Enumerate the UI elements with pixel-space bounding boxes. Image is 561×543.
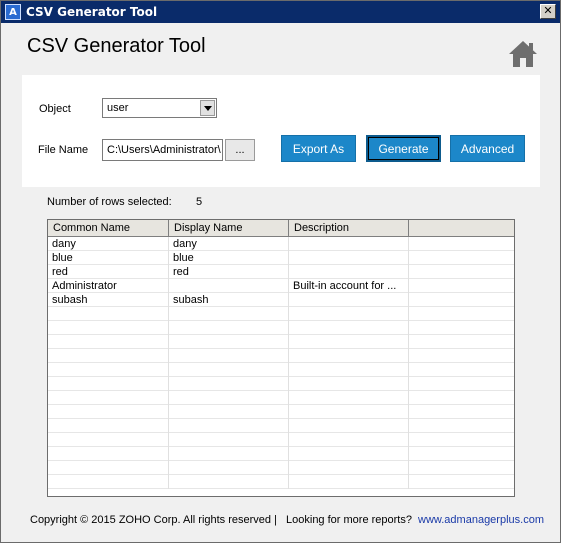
cell-common-name: Administrator <box>48 279 169 293</box>
table-row-empty <box>48 475 514 489</box>
cell-extra <box>409 279 514 293</box>
browse-button[interactable]: ... <box>225 139 255 161</box>
cell-extra <box>409 251 514 265</box>
cell-empty <box>169 461 289 475</box>
advanced-button[interactable]: Advanced <box>450 135 525 162</box>
table-row-empty <box>48 461 514 475</box>
cell-empty <box>289 377 409 391</box>
table-body <box>48 237 514 489</box>
table-header <box>48 220 514 237</box>
cell-empty <box>289 433 409 447</box>
cell-empty <box>289 419 409 433</box>
table-row-empty <box>48 419 514 433</box>
footer <box>30 514 544 526</box>
cell-empty <box>409 349 514 363</box>
file-name-input[interactable]: C:\Users\Administrator\ <box>102 139 223 161</box>
cell-common-name: blue <box>48 251 169 265</box>
cell-empty <box>48 377 169 391</box>
table-row[interactable] <box>48 279 514 293</box>
cell-empty <box>48 391 169 405</box>
file-name-label: File Name <box>38 144 89 156</box>
cell-empty <box>169 405 289 419</box>
cell-empty <box>48 447 169 461</box>
cell-display-name: red <box>169 265 289 279</box>
cell-empty <box>169 433 289 447</box>
cell-extra <box>409 293 514 307</box>
cell-common-name: subash <box>48 293 169 307</box>
cell-description: Built-in account for ... <box>289 279 409 293</box>
cell-empty <box>409 419 514 433</box>
cell-common-name: red <box>48 265 169 279</box>
main-content <box>2 23 559 542</box>
cell-empty <box>48 363 169 377</box>
table-row[interactable] <box>48 251 514 265</box>
cell-description <box>289 251 409 265</box>
cell-empty <box>48 461 169 475</box>
cell-empty <box>409 307 514 321</box>
table-row[interactable] <box>48 237 514 251</box>
table-row-empty <box>48 433 514 447</box>
cell-display-name: dany <box>169 237 289 251</box>
options-panel <box>22 75 540 187</box>
cell-empty <box>169 475 289 489</box>
object-label: Object <box>39 103 71 115</box>
cell-display-name: subash <box>169 293 289 307</box>
cell-empty <box>169 349 289 363</box>
cell-empty <box>169 419 289 433</box>
table-row-empty <box>48 447 514 461</box>
table-row-empty <box>48 377 514 391</box>
cell-empty <box>48 335 169 349</box>
cell-empty <box>289 307 409 321</box>
cell-extra <box>409 265 514 279</box>
copyright-text: Copyright © 2015 ZOHO Corp. All rights reserved | <box>30 514 277 526</box>
cell-empty <box>48 321 169 335</box>
footer-prompt: Looking for more reports? <box>286 514 412 526</box>
cell-empty <box>169 321 289 335</box>
cell-common-name: dany <box>48 237 169 251</box>
table-row-empty <box>48 391 514 405</box>
cell-empty <box>289 461 409 475</box>
cell-empty <box>169 377 289 391</box>
column-header-display-name[interactable]: Display Name <box>169 220 289 237</box>
window-title: CSV Generator Tool <box>26 5 158 19</box>
table-row-empty <box>48 307 514 321</box>
cell-empty <box>48 433 169 447</box>
cell-empty <box>169 447 289 461</box>
cell-empty <box>409 335 514 349</box>
cell-display-name: blue <box>169 251 289 265</box>
cell-empty <box>409 433 514 447</box>
cell-description <box>289 293 409 307</box>
table-row-empty <box>48 405 514 419</box>
cell-display-name <box>169 279 289 293</box>
cell-empty <box>289 475 409 489</box>
cell-description <box>289 265 409 279</box>
cell-empty <box>409 475 514 489</box>
cell-empty <box>409 321 514 335</box>
cell-extra <box>409 237 514 251</box>
cell-empty <box>48 307 169 321</box>
cell-empty <box>409 405 514 419</box>
cell-empty <box>169 363 289 377</box>
app-icon: A <box>5 4 21 20</box>
cell-empty <box>289 447 409 461</box>
table-row-empty <box>48 335 514 349</box>
cell-empty <box>48 419 169 433</box>
table-row-empty <box>48 321 514 335</box>
header <box>2 23 559 75</box>
generate-button[interactable]: Generate <box>366 135 441 162</box>
cell-empty <box>289 405 409 419</box>
cell-empty <box>169 391 289 405</box>
chevron-down-icon[interactable] <box>200 100 215 116</box>
close-button[interactable]: ✕ <box>540 4 556 19</box>
cell-empty <box>409 461 514 475</box>
results-table[interactable] <box>47 219 515 497</box>
rows-selected-count: 5 <box>196 196 203 208</box>
home-icon[interactable] <box>508 39 538 69</box>
cell-empty <box>409 377 514 391</box>
table-row-empty <box>48 349 514 363</box>
cell-empty <box>289 321 409 335</box>
cell-empty <box>289 335 409 349</box>
cell-empty <box>409 447 514 461</box>
column-header-common-name[interactable]: Common Name <box>48 220 169 237</box>
cell-empty <box>169 307 289 321</box>
cell-empty <box>409 391 514 405</box>
cell-empty <box>289 363 409 377</box>
cell-empty <box>48 349 169 363</box>
object-select-value: user <box>107 102 129 114</box>
column-header-description[interactable]: Description <box>289 220 409 237</box>
cell-empty <box>289 391 409 405</box>
table-row-empty <box>48 363 514 377</box>
cell-empty <box>409 363 514 377</box>
object-select[interactable] <box>102 98 217 118</box>
website-link[interactable]: www.admanagerplus.com <box>418 514 544 526</box>
rows-selected-label: Number of rows selected: <box>47 196 172 208</box>
cell-description <box>289 237 409 251</box>
cell-empty <box>289 349 409 363</box>
column-header-empty <box>409 220 514 237</box>
cell-empty <box>48 475 169 489</box>
cell-empty <box>48 405 169 419</box>
table-row[interactable] <box>48 265 514 279</box>
title-bar[interactable] <box>1 1 560 23</box>
table-row[interactable] <box>48 293 514 307</box>
export-as-button[interactable]: Export As <box>281 135 356 162</box>
cell-empty <box>169 335 289 349</box>
page-title: CSV Generator Tool <box>27 35 206 57</box>
